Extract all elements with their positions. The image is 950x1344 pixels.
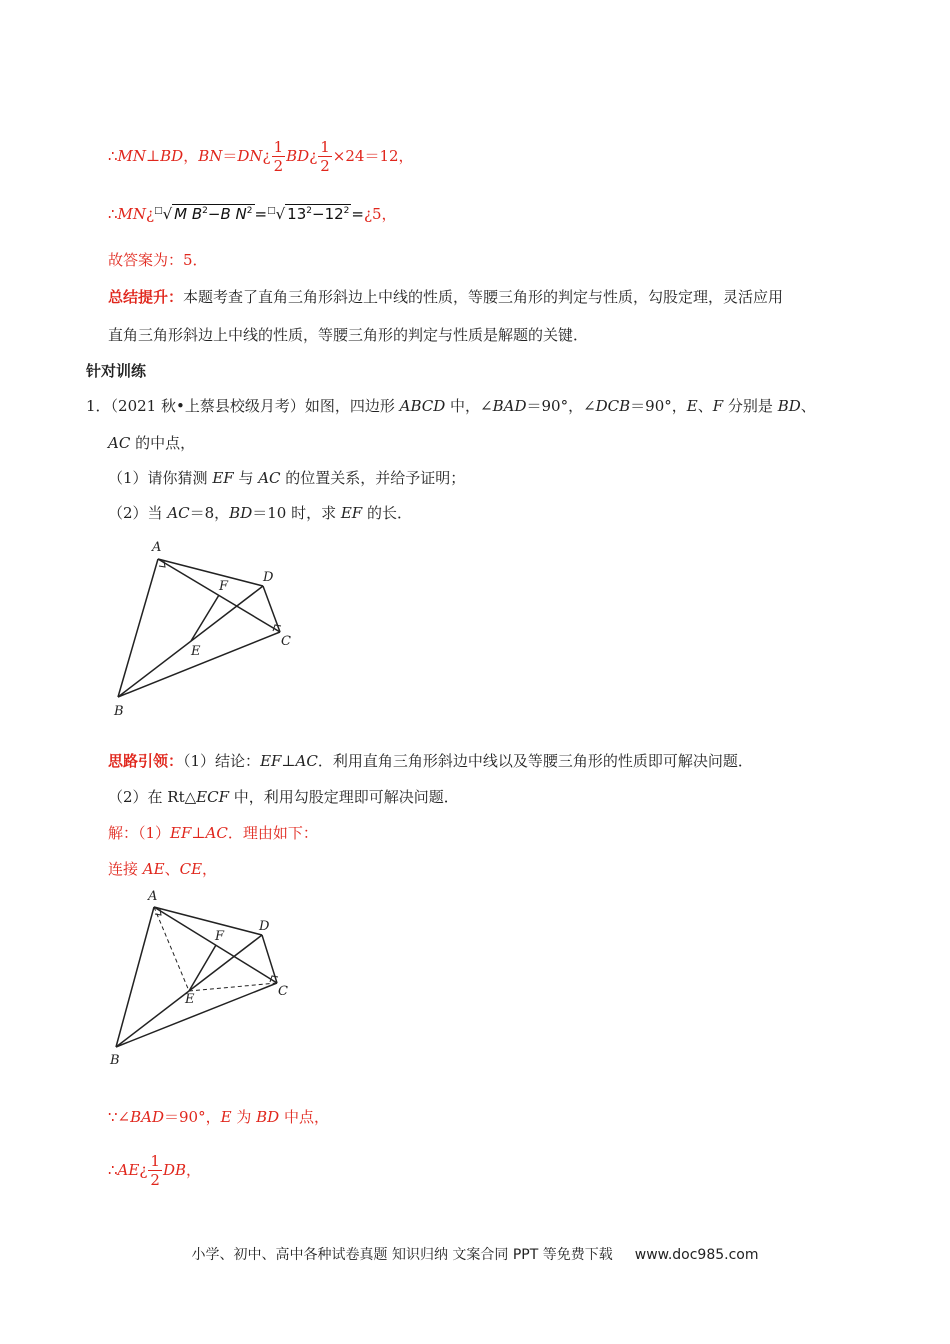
page-footer <box>0 1244 950 1264</box>
solution-line-mn-perp-bd: ∴MN⊥BD，BN＝DN¿ $\frac{1}{2}$ BD¿ $\frac{1}{2}$ ×24＝12， <box>108 138 414 175</box>
label-D: D <box>263 570 274 585</box>
problem-line-2: AC 的中点， <box>108 434 196 452</box>
hint-line-2: （2）在 Rt△ECF 中，利用勾股定理即可解决问题． <box>108 788 459 806</box>
footer-url[interactable]: www.doc985.com <box>634 1247 759 1263</box>
sqrt-expression-2: □√ $13^2-12^2$ <box>267 205 350 223</box>
question-2: （2）当 AC＝8，BD＝10 时，求 EF 的长． <box>108 504 412 522</box>
label-B-2: B <box>110 1053 120 1068</box>
answer-line: 故答案为：5． <box>108 251 208 269</box>
hint-line-1: 思路引领：（1）结论：EF⊥AC．利用直角三角形斜边中线以及等腰三角形的性质即可解决问题． <box>108 752 753 770</box>
label-F-2: F <box>215 929 225 944</box>
label-B: B <box>114 704 124 719</box>
question-1: （1）请你猜测 EF 与 AC 的位置关系，并给予证明； <box>108 469 466 487</box>
label-C-2: C <box>278 984 288 999</box>
label-A: A <box>152 540 162 555</box>
solution-line-3: ∵∠BAD＝90°，E 为 BD 中点， <box>108 1108 329 1126</box>
label-E: E <box>191 644 201 659</box>
fraction-half-3: $\frac{1}{2}$ <box>150 1152 160 1189</box>
label-D-2: D <box>259 919 270 934</box>
summary-line-2: 直角三角形斜边上中线的性质，等腰三角形的判定与性质是解题的关键． <box>108 326 589 344</box>
problem-line-1: 1．（2021 秋•上蔡县校级月考）如图，四边形 ABCD 中，∠BAD＝90°，∠DCB＝90°，E、F 分别是 BD、 <box>86 397 816 415</box>
label-E-2: E <box>185 992 195 1007</box>
footer-text: 小学、初中、高中各种试卷真题 知识归纳 文案合同 PPT 等免费下载 <box>191 1247 613 1263</box>
fraction-half: $\frac{1}{2}$ <box>273 138 284 175</box>
solution-line-1: 解：（1）EF⊥AC．理由如下： <box>108 824 318 842</box>
solution-line-4: ∴AE¿ $\frac{1}{2}$ DB， <box>108 1152 202 1189</box>
label-A-2: A <box>148 889 158 904</box>
label-C: C <box>281 634 291 649</box>
sqrt-expression-1: □√ M $B^2-B$ $N^2$ <box>154 205 253 223</box>
section-title: 针对训练 <box>86 362 147 380</box>
solution-line-2: 连接 AE、CE， <box>108 860 218 878</box>
figure-quadrilateral-2 <box>100 880 310 1070</box>
summary-line-1: 总结提升：本题考查了直角三角形斜边上中线的性质，等腰三角形的判定与性质，勾股定理，灵活应用 <box>108 288 784 306</box>
solution-line-mn-sqrt: ∴MN¿□√ M $B^2-B$ $N^2 =^□√$ $13^2-12^2$ =¿5， <box>108 205 397 223</box>
label-F: F <box>219 579 229 594</box>
figure-quadrilateral-1 <box>100 535 310 725</box>
fraction-half-2: $\frac{1}{2}$ <box>320 138 330 175</box>
